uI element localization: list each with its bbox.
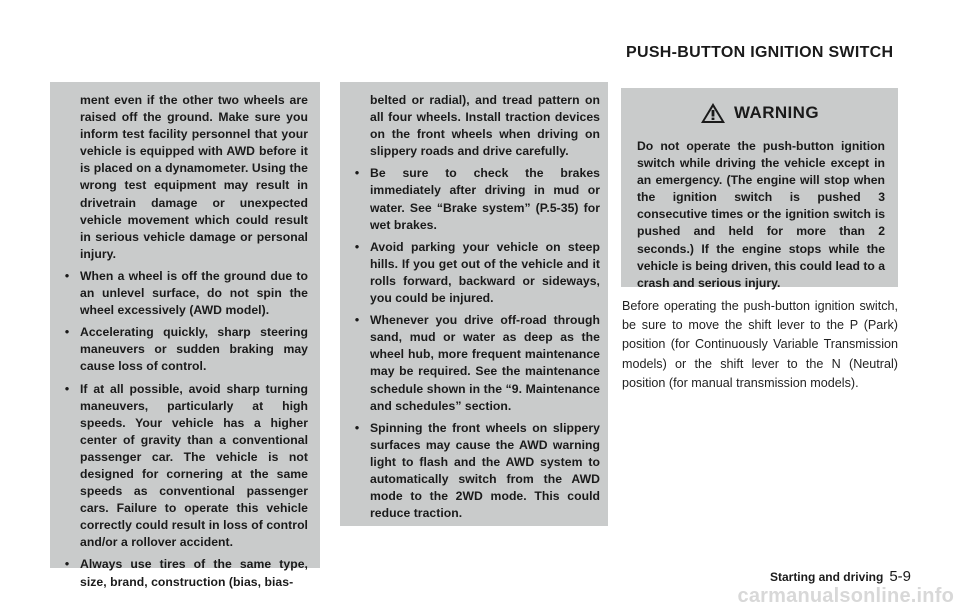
warning-triangle-icon — [700, 102, 726, 124]
caution-list-middle — [350, 92, 600, 527]
caution-panel-middle — [340, 82, 608, 526]
list-item — [60, 324, 308, 375]
bullet-icon: • — [64, 557, 70, 572]
ignition-instructions: Before operating the push-button ignition switch, be sure to move the shift lever to the P (Park) position (for Continuously Variable Transmission models) or the shift lever to the N (Neutral) position (for manual transmission models). — [622, 299, 898, 390]
caution-list-left — [60, 92, 308, 596]
footer-section-name: Starting and driving — [769, 570, 884, 584]
list-item-text: ment even if the other two wheels are raised off the ground. Make sure you inform test facility personnel that your vehicle is equipped with AWD before it is placed on a dynamometer. Using the wrong test equipment may result in drivetrain damage or unexpected vehicle movement which could result in serious vehicle damage or personal injury. — [80, 93, 308, 261]
page-footer — [741, 568, 911, 585]
bullet-icon: • — [354, 239, 360, 254]
list-item — [60, 92, 308, 263]
list-item-text: If at all possible, avoid sharp turning maneuvers, particularly at high speeds. Your vehicle has a higher center of gravity than a conventional passenger car. The vehicle is not designed for cornering at the same speeds as conventional passenger cars. Failure to operate this vehicle correctly could result in loss of control and/or a rollover accident. — [80, 381, 308, 550]
caution-panel-left — [50, 82, 320, 589]
warning-header — [621, 102, 898, 124]
bullet-icon: • — [354, 166, 360, 181]
bullet-icon: • — [64, 325, 70, 340]
section-title: PUSH-BUTTON IGNITION SWITCH — [626, 44, 894, 61]
watermark[interactable]: carmanualsonline.info — [737, 585, 954, 607]
list-item-text: When a wheel is off the ground due to an unlevel surface, do not spin the wheel excessively (AWD model). — [80, 268, 308, 318]
list-item-text: belted or radial), and tread pattern on all four wheels. Install traction devices on the front wheels when driving on slippery roads and drive carefully. — [370, 93, 600, 159]
list-item — [60, 556, 308, 590]
list-item — [350, 420, 600, 523]
warning-title: WARNING — [734, 103, 819, 122]
list-item-text: Accelerating quickly, sharp steering maneuvers or sudden braking may cause loss of control. — [80, 325, 308, 374]
bullet-icon: • — [354, 420, 360, 435]
list-item — [350, 312, 600, 415]
list-item — [60, 381, 308, 552]
bullet-icon: • — [64, 268, 70, 283]
list-item — [350, 92, 600, 160]
warning-box — [621, 88, 898, 290]
list-item-text: Spinning the front wheels on slippery surfaces may cause the AWD warning light to flash and the AWD system to automatically switch from the AWD mode to the 2WD mode. This could reduce traction. — [370, 420, 600, 521]
list-item-text: Always use tires of the same type, size, brand, construction (bias, bias- — [80, 557, 308, 589]
list-item-text: Be sure to check the brakes immediately after driving in mud or water. See “Brake system” (P.5-35) for wet brakes. — [370, 166, 600, 232]
list-item — [350, 239, 600, 307]
bullet-icon: • — [354, 313, 360, 328]
warning-body: Do not operate the push-button ignition switch while driving the vehicle except in an emergency. (The engine will stop when the ignition switch is pushed 3 consecutive times or the ignition switch is pushed and held for more than 2 seconds.) If the engine stops while the vehicle is being driven, this could lead to a crash and serious injury. — [637, 139, 885, 290]
list-item-text: Whenever you drive off-road through sand, mud or water as deep as the wheel hub, more frequent maintenance may be required. See the maintenance schedule shown in the “9. Maintenance and schedules” section. — [370, 313, 600, 413]
list-item — [350, 165, 600, 233]
list-item — [60, 268, 308, 319]
bullet-icon: • — [64, 381, 70, 396]
list-item-text: Avoid parking your vehicle on steep hills. If you get out of the vehicle and it rolls forward, backward or sideways, you could be injured. — [370, 239, 600, 306]
page-number: 5-9 — [889, 568, 911, 585]
